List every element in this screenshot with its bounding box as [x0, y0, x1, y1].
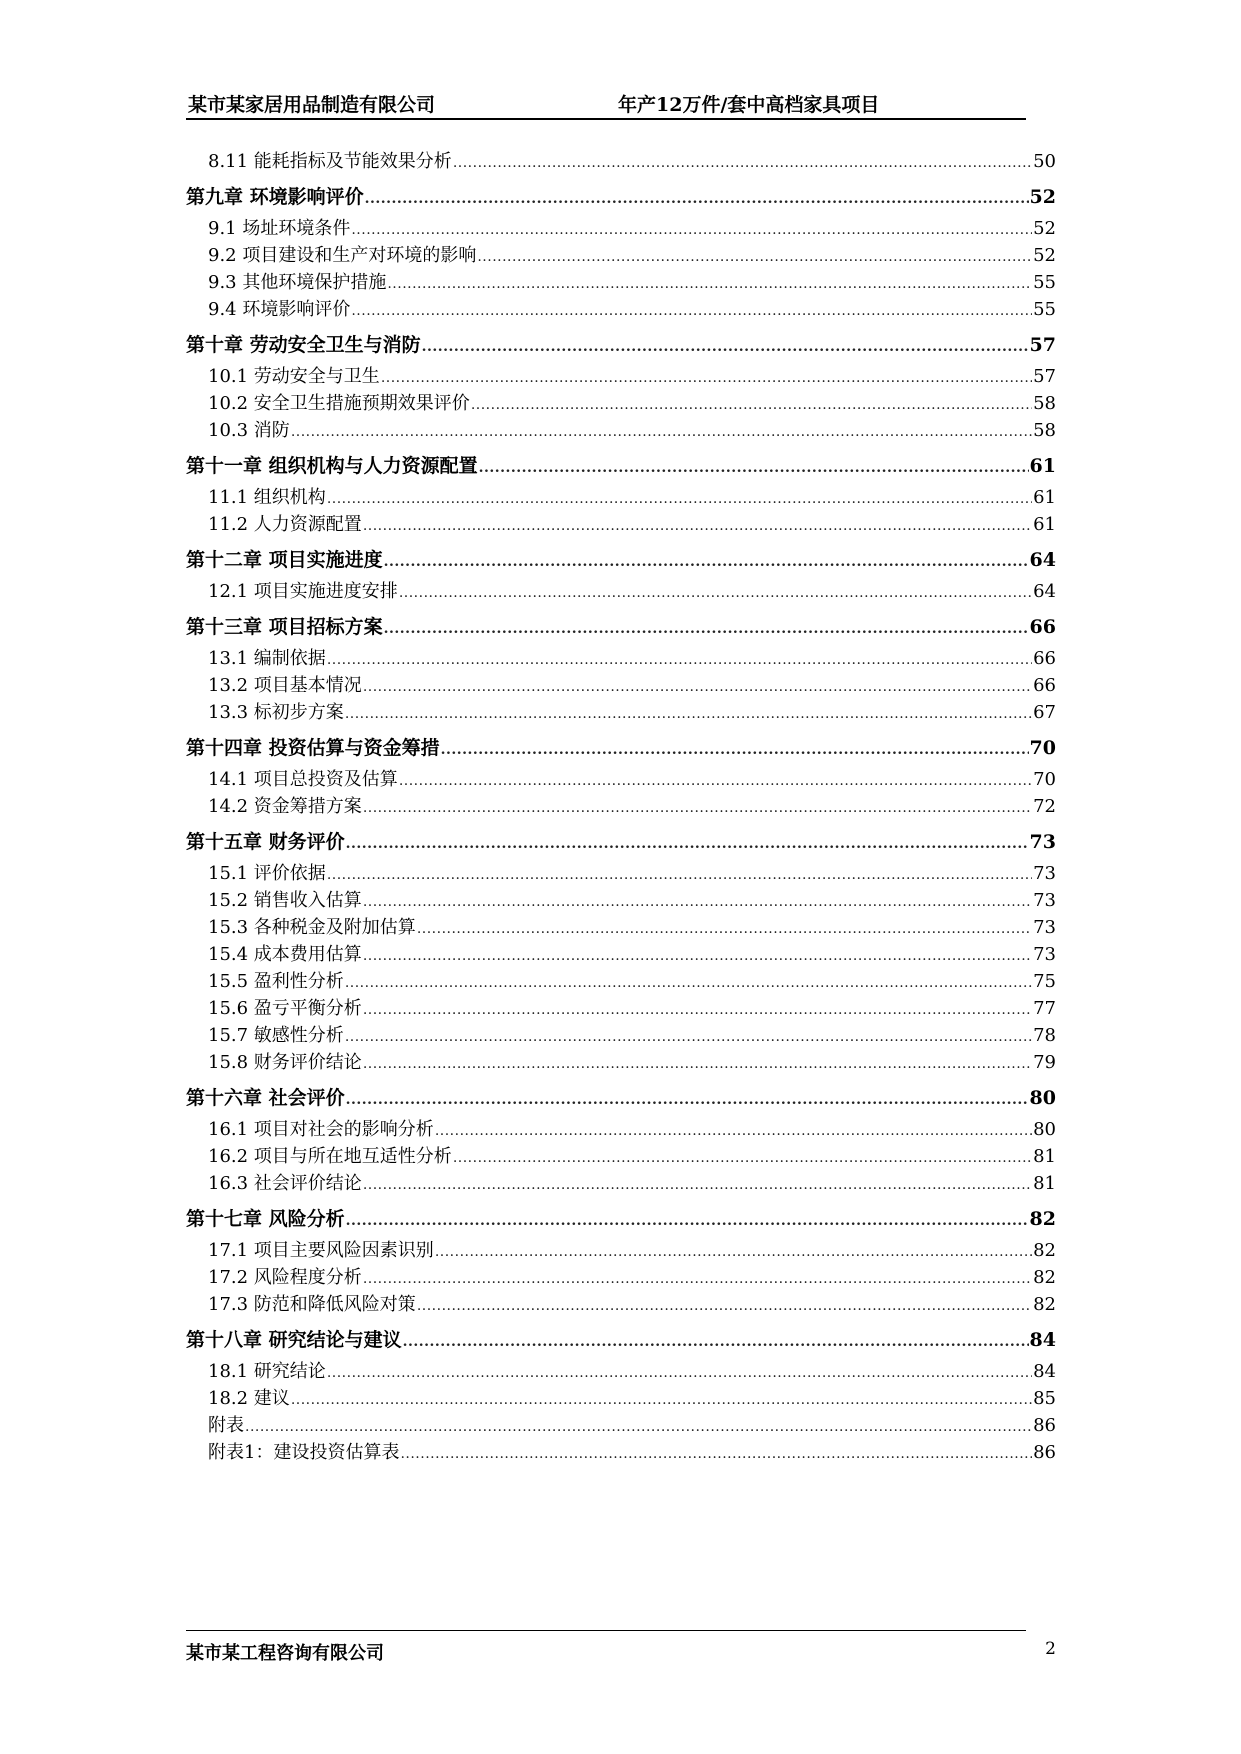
toc-entry-label: 第十七章 风险分析 — [186, 1208, 345, 1230]
toc-entry-page: 58 — [1033, 420, 1056, 441]
header-project-title: 年产12万件/套中高档家具项目 — [618, 94, 880, 116]
toc-entry-page: 86 — [1033, 1442, 1056, 1463]
toc-section-entry[interactable] — [186, 511, 1056, 538]
toc-section-entry[interactable] — [186, 914, 1056, 941]
toc-entry-page: 66 — [1033, 648, 1056, 669]
toc-chapter-entry[interactable] — [186, 1202, 1056, 1237]
toc-section-entry[interactable] — [186, 793, 1056, 820]
toc-leader-dots — [387, 271, 1032, 298]
toc-chapter-entry[interactable] — [186, 328, 1056, 363]
toc-entry-label: 11.1 组织机构 — [208, 487, 326, 508]
toc-leader-dots — [435, 1118, 1032, 1145]
toc-entry-label: 17.1 项目主要风险因素识别 — [208, 1240, 434, 1261]
toc-entry-page: 73 — [1033, 917, 1056, 938]
toc-section-entry[interactable] — [186, 363, 1056, 390]
toc-entry-label: 15.5 盈利性分析 — [208, 971, 344, 992]
toc-entry-page: 72 — [1033, 796, 1056, 817]
toc-entry-label: 附表 — [208, 1415, 244, 1436]
toc-entry-page: 70 — [1029, 737, 1056, 759]
toc-section-entry[interactable] — [186, 148, 1056, 175]
toc-entry-label: 16.1 项目对社会的影响分析 — [208, 1119, 434, 1140]
toc-leader-dots — [363, 1172, 1032, 1199]
toc-entry-page: 84 — [1033, 1361, 1056, 1382]
toc-entry-page: 80 — [1029, 1087, 1056, 1109]
toc-entry-page: 61 — [1033, 487, 1056, 508]
toc-leader-dots — [327, 647, 1032, 674]
toc-section-entry[interactable] — [186, 390, 1056, 417]
toc-entry-page: 57 — [1029, 334, 1056, 356]
toc-section-entry[interactable] — [186, 1143, 1056, 1170]
toc-section-entry[interactable] — [186, 269, 1056, 296]
toc-entry-page: 82 — [1033, 1294, 1056, 1315]
toc-entry-page: 81 — [1033, 1146, 1056, 1167]
toc-section-entry[interactable] — [186, 1170, 1056, 1197]
toc-section-entry[interactable] — [186, 417, 1056, 444]
toc-section-entry[interactable] — [186, 1022, 1056, 1049]
toc-entry-page: 82 — [1033, 1240, 1056, 1261]
toc-leader-dots — [453, 1145, 1032, 1172]
page-number: 2 — [1045, 1639, 1056, 1659]
toc-section-entry[interactable] — [186, 242, 1056, 269]
toc-entry-label: 第十六章 社会评价 — [186, 1087, 345, 1109]
toc-section-entry[interactable] — [186, 1439, 1056, 1466]
toc-entry-label: 15.6 盈亏平衡分析 — [208, 998, 362, 1019]
toc-section-entry[interactable] — [186, 1291, 1056, 1318]
toc-entry-page: 50 — [1033, 151, 1056, 172]
toc-chapter-entry[interactable] — [186, 543, 1056, 578]
toc-entry-label: 15.8 财务评价结论 — [208, 1052, 362, 1073]
toc-leader-dots — [400, 1441, 1032, 1468]
toc-entry-label: 13.3 标初步方案 — [208, 702, 344, 723]
toc-section-entry[interactable] — [186, 484, 1056, 511]
toc-section-entry[interactable] — [186, 296, 1056, 323]
toc-leader-dots — [399, 580, 1032, 607]
toc-entry-label: 11.2 人力资源配置 — [208, 514, 362, 535]
toc-entry-page: 73 — [1033, 890, 1056, 911]
toc-entry-label: 13.2 项目基本情况 — [208, 675, 362, 696]
toc-entry-label: 15.2 销售收入估算 — [208, 890, 362, 911]
toc-section-entry[interactable] — [186, 1049, 1056, 1076]
toc-section-entry[interactable] — [186, 766, 1056, 793]
toc-entry-label: 18.2 建议 — [208, 1388, 290, 1409]
toc-section-entry[interactable] — [186, 887, 1056, 914]
toc-leader-dots — [363, 674, 1032, 701]
toc-leader-dots — [417, 916, 1032, 943]
toc-entry-page: 79 — [1033, 1052, 1056, 1073]
toc-leader-dots — [363, 997, 1032, 1024]
toc-entry-page: 64 — [1029, 549, 1056, 571]
toc-entry-label: 16.2 项目与所在地互适性分析 — [208, 1146, 452, 1167]
toc-entry-page: 73 — [1029, 831, 1056, 853]
toc-section-entry[interactable] — [186, 578, 1056, 605]
toc-entry-label: 第十五章 财务评价 — [186, 831, 345, 853]
toc-leader-dots — [453, 150, 1032, 177]
toc-leader-dots — [351, 298, 1032, 325]
toc-section-entry[interactable] — [186, 215, 1056, 242]
toc-entry-label: 8.11 能耗指标及节能效果分析 — [208, 151, 452, 172]
toc-entry-label: 15.1 评价依据 — [208, 863, 326, 884]
toc-entry-page: 66 — [1033, 675, 1056, 696]
toc-entry-page: 81 — [1033, 1173, 1056, 1194]
toc-section-entry[interactable] — [186, 995, 1056, 1022]
toc-entry-page: 61 — [1029, 455, 1056, 477]
toc-entry-label: 第十四章 投资估算与资金筹措 — [186, 737, 440, 759]
toc-leader-dots — [291, 1387, 1032, 1414]
toc-entry-label: 第十八章 研究结论与建议 — [186, 1329, 402, 1351]
toc-entry-label: 9.1 场址环境条件 — [208, 218, 351, 239]
toc-entry-page: 61 — [1033, 514, 1056, 535]
toc-entry-label: 13.1 编制依据 — [208, 648, 326, 669]
toc-leader-dots — [363, 513, 1032, 540]
toc-leader-dots — [346, 827, 1029, 862]
toc-leader-dots — [417, 1293, 1032, 1320]
toc-entry-label: 第十三章 项目招标方案 — [186, 616, 383, 638]
toc-entry-page: 78 — [1033, 1025, 1056, 1046]
toc-entry-label: 10.3 消防 — [208, 420, 290, 441]
toc-leader-dots — [327, 1360, 1032, 1387]
toc-chapter-entry[interactable] — [186, 180, 1056, 215]
toc-leader-dots — [381, 365, 1032, 392]
toc-chapter-entry[interactable] — [186, 731, 1056, 766]
toc-section-entry[interactable] — [186, 1264, 1056, 1291]
toc-section-entry[interactable] — [186, 645, 1056, 672]
toc-entry-label: 附表1：建设投资估算表 — [208, 1442, 400, 1463]
toc-leader-dots — [479, 451, 1029, 486]
toc-leader-dots — [346, 1083, 1029, 1118]
toc-section-entry[interactable] — [186, 1237, 1056, 1264]
toc-leader-dots — [346, 1204, 1029, 1239]
toc-section-entry[interactable] — [186, 1358, 1056, 1385]
toc-entry-page: 70 — [1033, 769, 1056, 790]
toc-entry-page: 55 — [1033, 272, 1056, 293]
toc-leader-dots — [399, 768, 1032, 795]
toc-entry-label: 第十二章 项目实施进度 — [186, 549, 383, 571]
toc-leader-dots — [422, 330, 1029, 365]
toc-entry-label: 12.1 项目实施进度安排 — [208, 581, 398, 602]
toc-leader-dots — [291, 419, 1032, 446]
toc-chapter-entry[interactable] — [186, 825, 1056, 860]
toc-leader-dots — [384, 612, 1029, 647]
toc-section-entry[interactable] — [186, 672, 1056, 699]
toc-entry-label: 17.3 防范和降低风险对策 — [208, 1294, 416, 1315]
toc-entry-label: 9.3 其他环境保护措施 — [208, 272, 387, 293]
toc-entry-label: 14.1 项目总投资及估算 — [208, 769, 398, 790]
toc-leader-dots — [363, 943, 1032, 970]
toc-leader-dots — [363, 795, 1032, 822]
toc-section-entry[interactable] — [186, 1385, 1056, 1412]
toc-entry-page: 67 — [1033, 702, 1056, 723]
toc-entry-label: 10.1 劳动安全与卫生 — [208, 366, 380, 387]
toc-entry-page: 75 — [1033, 971, 1056, 992]
toc-leader-dots — [435, 1239, 1032, 1266]
toc-leader-dots — [363, 1266, 1032, 1293]
toc-entry-page: 52 — [1029, 186, 1056, 208]
toc-section-entry[interactable] — [186, 860, 1056, 887]
toc-section-entry[interactable] — [186, 968, 1056, 995]
toc-leader-dots — [441, 733, 1029, 768]
toc-entry-label: 15.7 敏感性分析 — [208, 1025, 344, 1046]
table-of-contents — [186, 148, 1056, 1466]
toc-entry-page: 52 — [1033, 245, 1056, 266]
toc-leader-dots — [345, 970, 1032, 997]
toc-leader-dots — [477, 244, 1032, 271]
toc-entry-page: 55 — [1033, 299, 1056, 320]
toc-leader-dots — [345, 1024, 1032, 1051]
toc-chapter-entry[interactable] — [186, 610, 1056, 645]
toc-section-entry[interactable] — [186, 941, 1056, 968]
toc-entry-page: 86 — [1033, 1415, 1056, 1436]
toc-section-entry[interactable] — [186, 1412, 1056, 1439]
footer-company: 某市某工程咨询有限公司 — [186, 1643, 384, 1664]
toc-entry-label: 17.2 风险程度分析 — [208, 1267, 362, 1288]
toc-entry-page: 57 — [1033, 366, 1056, 387]
toc-chapter-entry[interactable] — [186, 449, 1056, 484]
toc-entry-label: 9.2 项目建设和生产对环境的影响 — [208, 245, 477, 266]
toc-leader-dots — [363, 889, 1032, 916]
toc-entry-page: 80 — [1033, 1119, 1056, 1140]
toc-entry-page: 73 — [1033, 944, 1056, 965]
toc-entry-label: 第九章 环境影响评价 — [186, 186, 364, 208]
toc-entry-label: 9.4 环境影响评价 — [208, 299, 351, 320]
toc-entry-page: 73 — [1033, 863, 1056, 884]
toc-leader-dots — [363, 1051, 1032, 1078]
toc-entry-page: 52 — [1033, 218, 1056, 239]
toc-entry-page: 77 — [1033, 998, 1056, 1019]
toc-entry-page: 66 — [1029, 616, 1056, 638]
toc-leader-dots — [327, 862, 1032, 889]
toc-entry-page: 58 — [1033, 393, 1056, 414]
toc-entry-label: 15.3 各种税金及附加估算 — [208, 917, 416, 938]
toc-entry-page: 82 — [1033, 1267, 1056, 1288]
toc-chapter-entry[interactable] — [186, 1323, 1056, 1358]
toc-leader-dots — [245, 1414, 1032, 1441]
toc-entry-page: 85 — [1033, 1388, 1056, 1409]
toc-entry-label: 16.3 社会评价结论 — [208, 1173, 362, 1194]
toc-leader-dots — [403, 1325, 1029, 1360]
toc-entry-page: 64 — [1033, 581, 1056, 602]
toc-entry-label: 10.2 安全卫生措施预期效果评价 — [208, 393, 470, 414]
toc-entry-label: 第十章 劳动安全卫生与消防 — [186, 334, 421, 356]
toc-section-entry[interactable] — [186, 699, 1056, 726]
header-company: 某市某家居用品制造有限公司 — [188, 94, 436, 116]
toc-entry-label: 14.2 资金筹措方案 — [208, 796, 362, 817]
toc-entry-label: 第十一章 组织机构与人力资源配置 — [186, 455, 478, 477]
page-footer — [186, 1630, 1056, 1667]
toc-entry-page: 82 — [1029, 1208, 1056, 1230]
toc-leader-dots — [365, 182, 1029, 217]
page-header — [186, 88, 1026, 120]
toc-entry-label: 15.4 成本费用估算 — [208, 944, 362, 965]
toc-leader-dots — [471, 392, 1032, 419]
toc-entry-label: 18.1 研究结论 — [208, 1361, 326, 1382]
toc-leader-dots — [327, 486, 1032, 513]
toc-leader-dots — [351, 217, 1032, 244]
toc-section-entry[interactable] — [186, 1116, 1056, 1143]
toc-chapter-entry[interactable] — [186, 1081, 1056, 1116]
toc-leader-dots — [345, 701, 1032, 728]
toc-leader-dots — [384, 545, 1029, 580]
toc-entry-page: 84 — [1029, 1329, 1056, 1351]
